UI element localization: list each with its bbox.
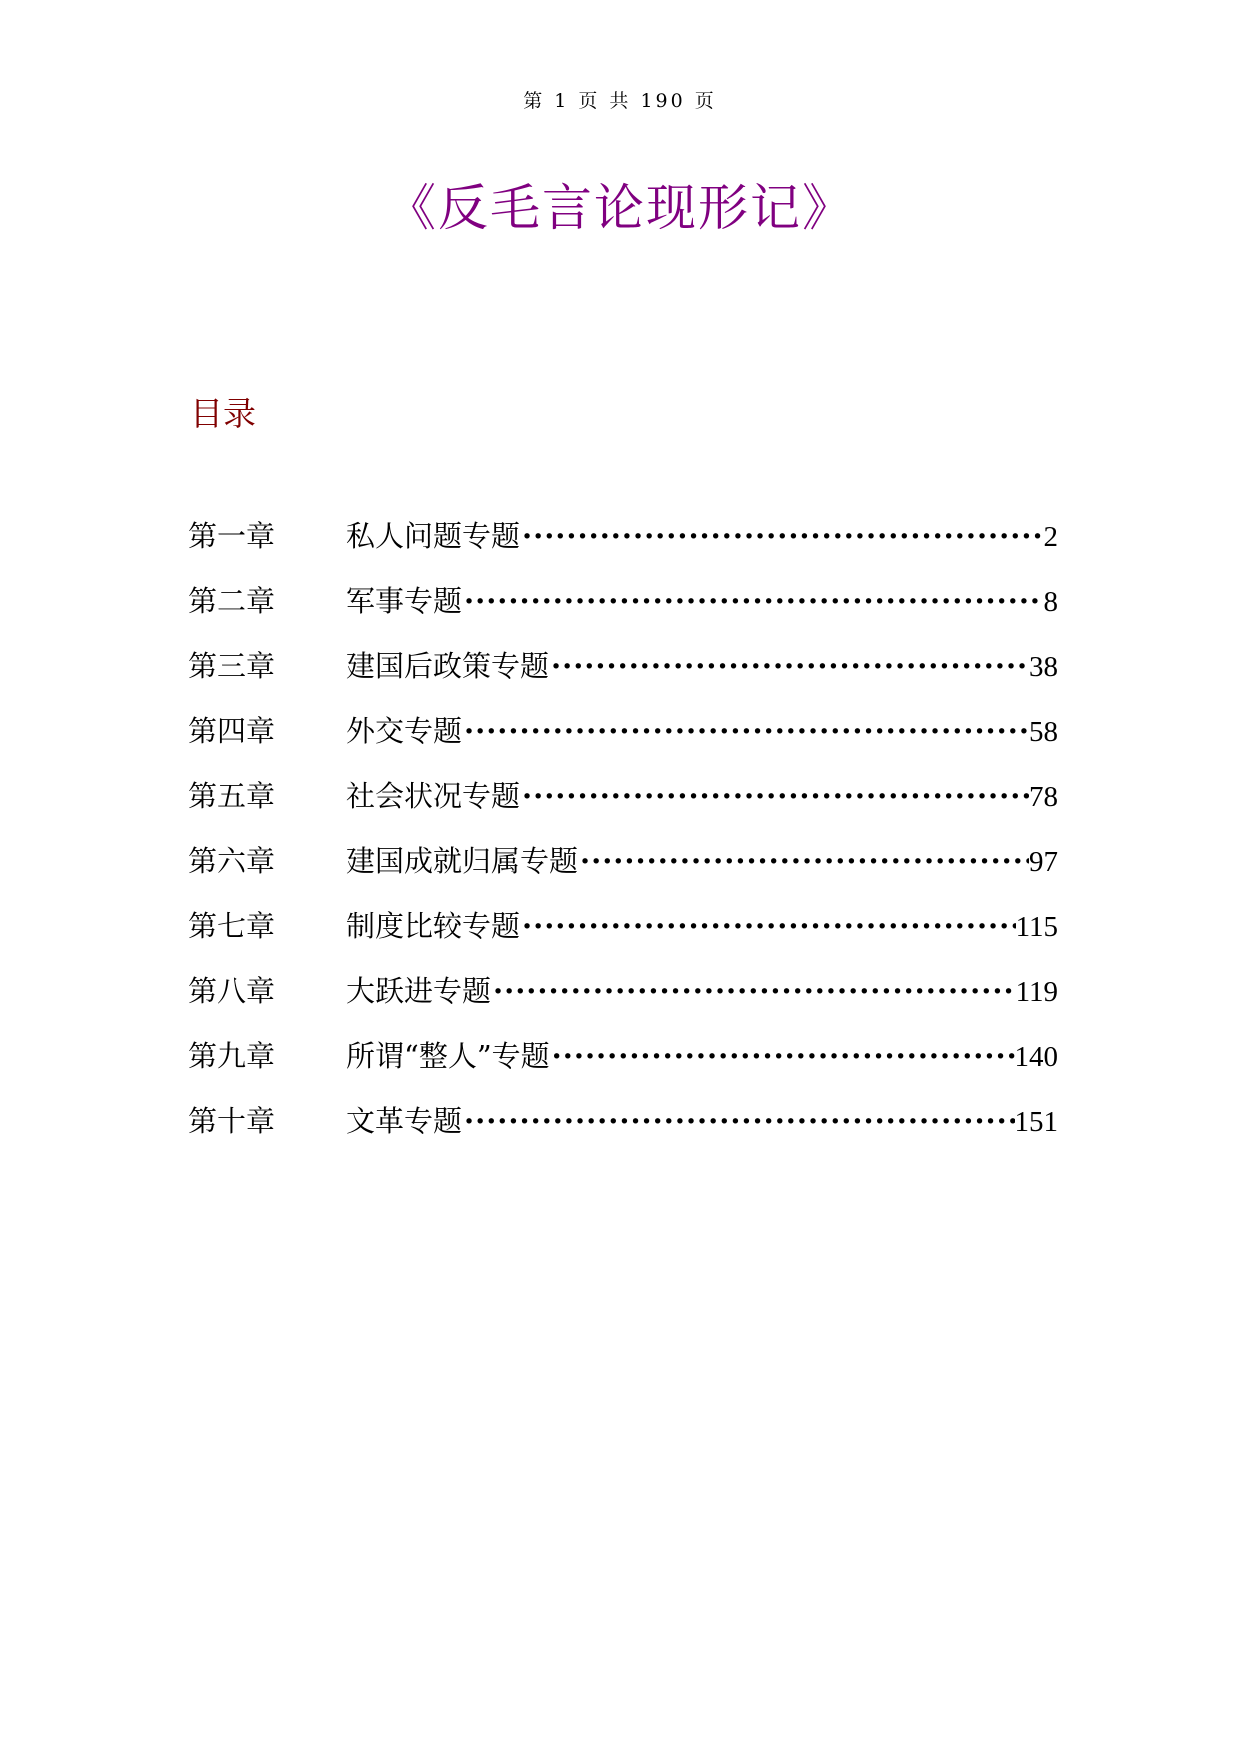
toc-leader-dots — [549, 646, 1029, 686]
toc-chapter: 第四章 — [188, 714, 276, 748]
toc-entry[interactable] — [188, 776, 1058, 841]
toc-page-number: 151 — [1014, 1106, 1058, 1138]
toc-topic: 文革专题 — [346, 1104, 463, 1138]
toc-chapter: 第九章 — [188, 1039, 276, 1073]
toc-chapter: 第二章 — [188, 584, 276, 618]
toc-topic: 外交专题 — [346, 714, 463, 748]
toc-entry[interactable] — [188, 1036, 1058, 1101]
toc-topic: 军事专题 — [346, 584, 463, 618]
toc-leader-dots — [462, 581, 1042, 621]
toc-chapter: 第五章 — [188, 779, 276, 813]
toc-chapter: 第八章 — [188, 974, 276, 1008]
toc-chapter: 第三章 — [188, 649, 276, 683]
document-title: 《反毛言论现形记》 — [386, 179, 854, 237]
toc-page-number: 140 — [1014, 1041, 1058, 1073]
toc-chapter: 第六章 — [188, 844, 276, 878]
toc-topic: 大跃进专题 — [346, 974, 492, 1008]
toc-leader-dots — [520, 516, 1042, 556]
toc-topic: 建国后政策专题 — [346, 649, 550, 683]
toc-page-number: 78 — [1029, 781, 1058, 813]
toc-leader-dots — [520, 906, 1016, 946]
toc-heading: 目录 — [190, 394, 256, 433]
toc-page-number: 119 — [1015, 976, 1058, 1008]
toc-chapter: 第十章 — [188, 1104, 276, 1138]
toc-entry[interactable] — [188, 1101, 1058, 1166]
toc-leader-dots — [520, 776, 1029, 816]
toc-entry[interactable] — [188, 516, 1058, 581]
toc-entry[interactable] — [188, 581, 1058, 646]
toc-page-number: 38 — [1029, 651, 1058, 683]
table-of-contents — [188, 516, 1058, 1166]
toc-page-number: 8 — [1043, 586, 1058, 618]
toc-page-number: 115 — [1015, 911, 1058, 943]
toc-leader-dots — [578, 841, 1029, 881]
toc-entry[interactable] — [188, 711, 1058, 776]
toc-topic: 私人问题专题 — [346, 519, 521, 553]
toc-chapter: 第七章 — [188, 909, 276, 943]
toc-page-number: 58 — [1029, 716, 1058, 748]
toc-entry[interactable] — [188, 646, 1058, 711]
toc-leader-dots — [462, 1101, 1014, 1141]
toc-topic: 所谓“整人”专题 — [346, 1039, 550, 1073]
toc-topic: 建国成就归属专题 — [346, 844, 579, 878]
toc-chapter: 第一章 — [188, 519, 276, 553]
page-indicator: 第 1 页 共 190 页 — [523, 90, 717, 112]
toc-entry[interactable] — [188, 906, 1058, 971]
toc-leader-dots — [550, 1036, 1015, 1076]
toc-page-number: 97 — [1029, 846, 1058, 878]
toc-leader-dots — [462, 711, 1029, 751]
toc-topic: 社会状况专题 — [346, 779, 521, 813]
toc-topic: 制度比较专题 — [346, 909, 521, 943]
toc-page-number: 2 — [1043, 521, 1058, 553]
toc-entry[interactable] — [188, 841, 1058, 906]
toc-entry[interactable] — [188, 971, 1058, 1036]
toc-leader-dots — [491, 971, 1016, 1011]
